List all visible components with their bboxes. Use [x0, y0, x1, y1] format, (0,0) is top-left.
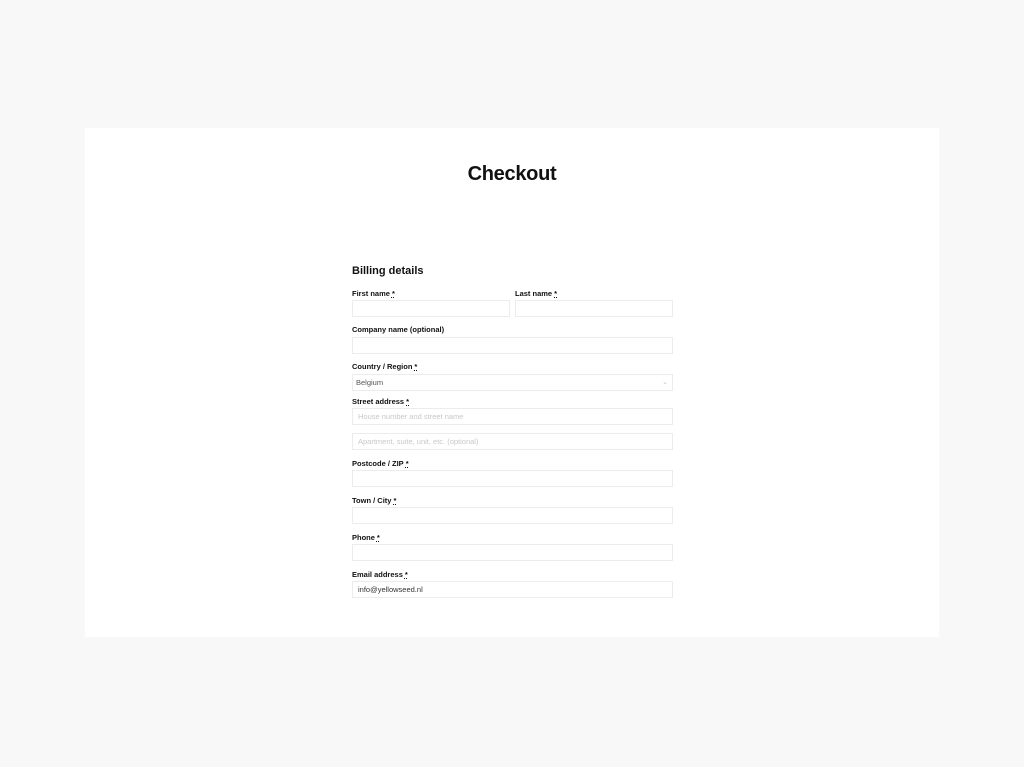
email-address-label-text: Email address — [352, 570, 403, 579]
town-city-label-text: Town / City — [352, 496, 392, 505]
street-address-line1-field[interactable]: House number and street name — [352, 408, 673, 425]
required-marker: * — [554, 289, 558, 298]
phone-label — [352, 533, 380, 543]
street-address-line2-field[interactable]: Apartment, suite, unit, etc. (optional) — [352, 433, 673, 450]
phone-field[interactable] — [352, 544, 673, 561]
required-marker: * — [414, 362, 418, 371]
email-address-label — [352, 570, 408, 580]
email-address-field[interactable]: info@yellowseed.nl — [352, 581, 673, 598]
page-title: Checkout — [467, 163, 557, 185]
postcode-field[interactable] — [352, 470, 673, 487]
required-marker: * — [405, 459, 409, 468]
company-name-field[interactable] — [352, 337, 673, 354]
company-name-label: Company name (optional) — [352, 325, 445, 334]
postcode-label-text: Postcode / ZIP — [352, 459, 404, 468]
street-address-label-text: Street address — [352, 397, 405, 406]
last-name-label — [515, 289, 557, 299]
required-marker: * — [393, 496, 397, 505]
phone-label-text: Phone — [352, 533, 375, 542]
town-city-field[interactable] — [352, 507, 673, 524]
postcode-label — [352, 459, 409, 469]
billing-details-heading: Billing details — [352, 265, 424, 277]
chevron-down-icon: ⌄ — [662, 379, 668, 386]
town-city-label — [352, 496, 396, 506]
last-name-field[interactable] — [515, 300, 673, 317]
country-region-select[interactable] — [352, 374, 673, 391]
required-marker: * — [376, 533, 380, 542]
required-marker: * — [404, 570, 408, 579]
country-region-label-text: Country / Region — [352, 362, 413, 371]
first-name-label — [352, 289, 395, 299]
last-name-label-text: Last name — [515, 289, 553, 298]
required-marker: * — [406, 397, 410, 406]
country-region-selected-value: Belgium — [356, 378, 384, 387]
first-name-label-text: First name — [352, 289, 390, 298]
required-marker: * — [391, 289, 395, 298]
country-region-label — [352, 362, 417, 372]
first-name-field[interactable] — [352, 300, 510, 317]
street-address-label — [352, 397, 409, 407]
